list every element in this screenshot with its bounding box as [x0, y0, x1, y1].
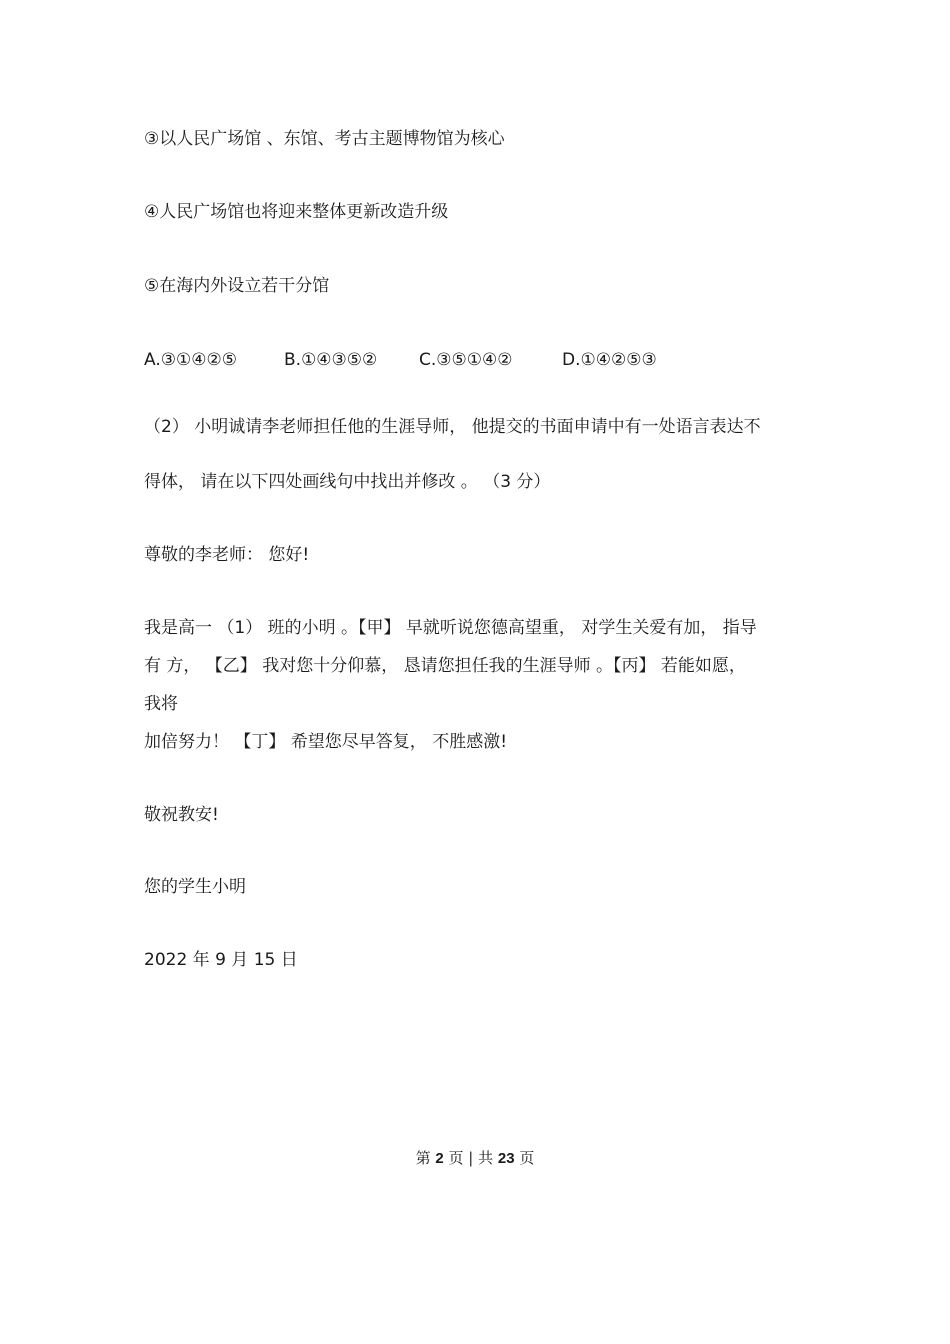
- footer-mid: 页 | 共: [448, 1149, 494, 1167]
- letter-body-line-3: 我将: [144, 694, 178, 714]
- letter-body-line-4: 加倍努力！ 【丁】 希望您尽早答复， 不胜感激!: [144, 732, 508, 752]
- option-a: A.③①④②⑤: [144, 350, 237, 370]
- letter-greeting: 尊敬的李老师： 您好!: [144, 545, 310, 565]
- item-3: ③以人民广场馆 、东馆、考古主题博物馆为核心: [144, 129, 505, 149]
- total-page-count: 23: [497, 1150, 515, 1167]
- option-d: D.①④②⑤③: [562, 350, 657, 370]
- letter-body-line-1: 我是高一 （1） 班的小明 。【甲】 早就听说您德高望重， 对学生关爱有加， 指导: [144, 618, 757, 638]
- item-4: ④人民广场馆也将迎来整体更新改造升级: [144, 202, 449, 222]
- answer-options: [144, 348, 657, 372]
- item-5: ⑤在海内外设立若干分馆: [144, 276, 330, 296]
- letter-date: 2022 年 9 月 15 日: [144, 950, 298, 970]
- question-2-line-1: （2） 小明诚请李老师担任他的生涯导师， 他提交的书面申请中有一处语言表达不: [144, 417, 761, 437]
- question-2-line-2: 得体， 请在以下四处画线句中找出并修改 。 （3 分）: [144, 472, 551, 492]
- footer-suffix: 页: [519, 1149, 535, 1167]
- option-b: B.①④③⑤②: [284, 350, 378, 370]
- page-footer: [0, 1147, 950, 1170]
- option-c: C.③⑤①④②: [419, 350, 513, 370]
- letter-closing: 敬祝教安!: [144, 805, 219, 825]
- letter-body-line-2: 有 方， 【乙】 我对您十分仰慕， 恳请您担任我的生涯导师 。【丙】 若能如愿，: [144, 656, 746, 676]
- footer-prefix: 第: [415, 1149, 431, 1167]
- letter-signature: 您的学生小明: [144, 877, 246, 897]
- current-page-number: 2: [435, 1150, 444, 1167]
